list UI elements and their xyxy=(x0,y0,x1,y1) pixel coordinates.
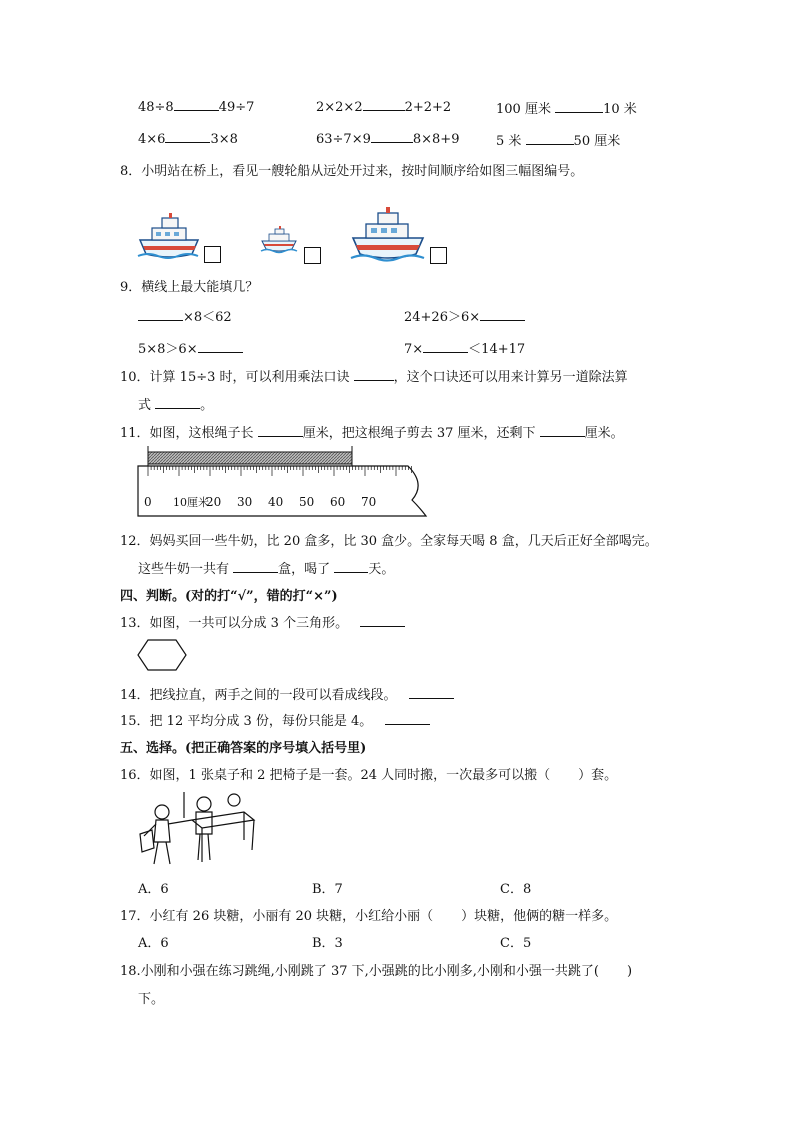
ship-image-2 xyxy=(260,226,298,254)
answer-blank[interactable] xyxy=(138,308,183,321)
q17-option-b[interactable]: B．3 xyxy=(312,936,343,951)
hexagon-figure xyxy=(136,638,188,672)
q16-option-b[interactable]: B．7 xyxy=(312,882,343,897)
section-5-title: 五、选择。(把正确答案的序号填入括号里) xyxy=(120,741,367,756)
compare-item: 2×2×2 2+2+2 xyxy=(316,100,452,115)
answer-blank[interactable] xyxy=(385,712,430,725)
order-box-2[interactable] xyxy=(304,247,321,264)
question-15: 15．把 12 平均分成 3 份，每份只能是 4。 xyxy=(120,710,430,729)
q9-item-b: 24+26＞6× xyxy=(404,306,525,325)
section-4-title: 四、判断。(对的打“√”，错的打“×”) xyxy=(120,589,338,604)
answer-blank[interactable] xyxy=(198,340,243,353)
order-box-3[interactable] xyxy=(430,247,447,264)
q9-item-d: 7× ＜14+17 xyxy=(404,342,526,357)
answer-blank[interactable] xyxy=(480,308,525,321)
q17-option-a[interactable]: A．6 xyxy=(138,936,169,951)
question-18-line1: 18.小刚和小强在练习跳绳,小刚跳了 37 下,小强跳的比小刚多,小刚和小强一共跳了( ) xyxy=(120,964,633,979)
ruler-label: 20 xyxy=(206,495,222,509)
compare-item: 4×6 3×8 xyxy=(138,132,238,147)
question-14: 14．把线拉直，两手之间的一段可以看成线段。 xyxy=(120,684,454,703)
ruler-label: 60 xyxy=(330,495,346,509)
question-11: 11．如图，这根绳子长 厘米，把这根绳子剪去 37 厘米，还剩下 厘米。 xyxy=(120,426,624,441)
q9-item-c: 5×8＞6× xyxy=(138,338,243,357)
answer-blank[interactable] xyxy=(363,98,405,111)
q17-option-c[interactable]: C．5 xyxy=(500,936,532,951)
question-12-line2: 这些牛奶一共有 盒，喝了 天。 xyxy=(138,562,395,577)
ruler-figure xyxy=(136,444,436,520)
ruler-label: 50 xyxy=(299,495,315,509)
answer-blank[interactable] xyxy=(174,98,219,111)
answer-blank[interactable] xyxy=(360,614,405,627)
question-12-line1: 12．妈妈买回一些牛奶，比 20 盒多，比 30 盒少。全家每天喝 8 盒，几天后正好全部喝完。 xyxy=(120,534,658,549)
compare-item: 48÷8 49÷7 xyxy=(138,100,255,115)
ship-image-1 xyxy=(136,212,202,262)
answer-blank[interactable] xyxy=(371,130,413,143)
answer-blank[interactable] xyxy=(526,132,574,145)
compare-item: 5 米 50 厘米 xyxy=(496,134,621,149)
ruler-label: 70 xyxy=(361,495,377,509)
answer-blank[interactable] xyxy=(233,560,278,573)
question-16: 16．如图，1 张桌子和 2 把椅子是一套。24 人同时搬，一次最多可以搬（ ）套。 xyxy=(120,768,618,783)
answer-blank[interactable] xyxy=(334,560,368,573)
question-13: 13．如图，一共可以分成 3 个三角形。 xyxy=(120,612,405,631)
answer-blank[interactable] xyxy=(540,424,585,437)
rope xyxy=(148,446,352,466)
answer-blank[interactable] xyxy=(354,368,394,381)
answer-blank[interactable] xyxy=(555,100,603,113)
order-box-1[interactable] xyxy=(204,246,221,263)
question-9: 9．横线上最大能填几？ xyxy=(120,280,259,295)
answer-blank[interactable] xyxy=(155,396,200,409)
q16-option-a[interactable]: A．6 xyxy=(138,882,169,897)
ruler-label: 40 xyxy=(268,495,284,509)
q16-option-c[interactable]: C．8 xyxy=(500,882,532,897)
answer-blank[interactable] xyxy=(165,130,210,143)
question-18-line2: 下。 xyxy=(138,992,165,1007)
q9-item-a: ×8＜62 xyxy=(138,306,232,325)
compare-item: 63÷7×9 8×8+9 xyxy=(316,132,460,147)
answer-blank[interactable] xyxy=(258,424,303,437)
question-10-line2: 式 。 xyxy=(138,398,214,413)
question-8: 8．小明站在桥上，看见一艘轮船从远处开过来，按时间顺序给如图三幅图编号。 xyxy=(120,164,584,179)
ruler-label: 30 xyxy=(237,495,253,509)
carrying-table-image xyxy=(136,790,256,870)
answer-blank[interactable] xyxy=(423,340,468,353)
question-10-line1: 10．计算 15÷3 时，可以利用乘法口诀 ，这个口诀还可以用来计算另一道除法算 xyxy=(120,370,628,385)
ruler-label: 10厘米 xyxy=(173,496,209,509)
ruler-label: 0 xyxy=(144,495,152,509)
answer-blank[interactable] xyxy=(409,686,454,699)
compare-item: 100 厘米 10 米 xyxy=(496,102,637,117)
question-17: 17．小红有 26 块糖，小丽有 20 块糖，小红给小丽（ ）块糖，他俩的糖一样多。 xyxy=(120,909,618,924)
ship-image-3 xyxy=(350,206,426,266)
